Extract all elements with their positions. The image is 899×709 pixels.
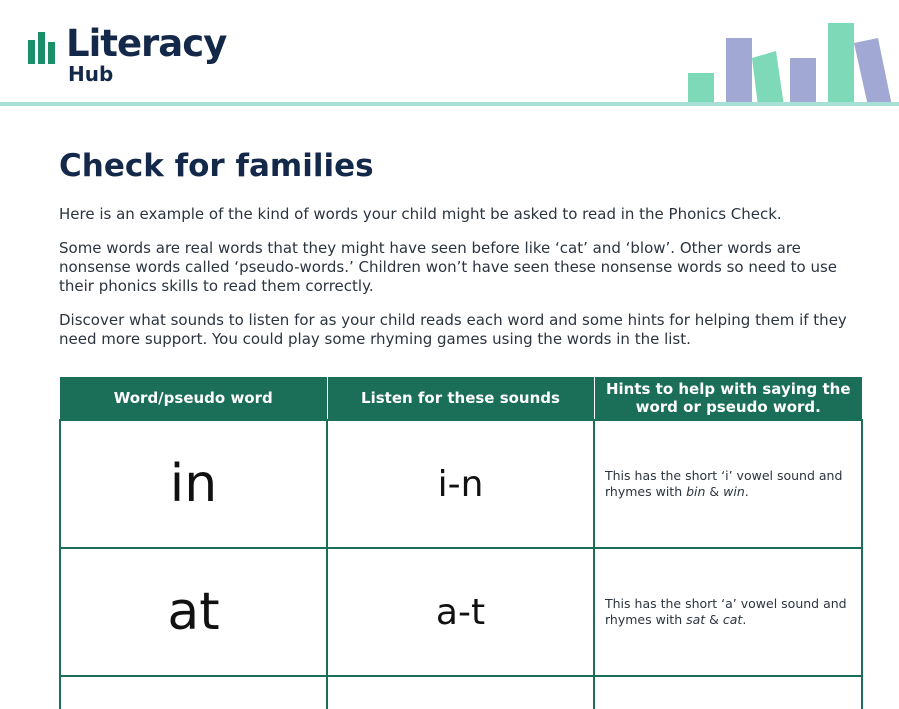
- word-cell: [60, 420, 327, 548]
- logo-wordmark: Literacy: [66, 22, 227, 65]
- header-sounds: Listen for these sounds: [327, 377, 594, 420]
- decorative-bars-icon: [686, 18, 896, 106]
- hint-amp: &: [705, 484, 724, 499]
- empty-cell: [594, 676, 862, 709]
- table-row: [60, 420, 862, 548]
- header-divider: [0, 102, 899, 106]
- page-header: [0, 0, 899, 108]
- discover-paragraph: Discover what sounds to listen for as your child reads each word and some hints for helping them if they need more support. You could play some rhyming games using the words in the list.: [59, 311, 847, 348]
- header-hints: Hints to help with saying the word or pseudo word.: [594, 377, 862, 420]
- table-row: [60, 548, 862, 676]
- rhyme-word: win: [723, 484, 745, 499]
- deco-bar: [790, 58, 816, 106]
- hint-text: This has the short ‘a’ vowel sound and rhymes with: [605, 596, 847, 627]
- deco-bar: [828, 23, 854, 106]
- deco-bar: [854, 38, 892, 106]
- intro-paragraph: Here is an example of the kind of words your child might be asked to read in the Phonics Check.: [59, 205, 782, 223]
- sounds-cell: [327, 548, 594, 676]
- hint-suffix: .: [744, 484, 749, 499]
- sounds-text: a-t: [435, 591, 486, 633]
- hint-amp: &: [705, 612, 723, 627]
- word-cell: [60, 548, 327, 676]
- page-title: Check for families: [59, 148, 374, 184]
- logo-subtitle: Hub: [68, 62, 114, 86]
- deco-bar: [726, 38, 752, 106]
- word-text: at: [167, 582, 220, 642]
- sounds-text: i-n: [437, 463, 484, 505]
- word-text: in: [169, 454, 218, 514]
- pseudo-words-paragraph: Some words are real words that they might have seen before like ‘cat’ and ‘blow’. Other words are nonsense words called ‘pseudo-words.’ Children won’t have seen these nonsense words so need to use their phonics skills to read them correctly.: [59, 239, 838, 295]
- table-header-row: [60, 377, 862, 420]
- empty-cell: [327, 676, 594, 709]
- sounds-cell: [327, 420, 594, 548]
- rhyme-word: bin: [686, 484, 706, 499]
- header-word: Word/pseudo word: [60, 377, 327, 420]
- rhyme-word: cat: [722, 612, 743, 627]
- rhyme-word: sat: [686, 612, 706, 627]
- hint-cell: [594, 420, 862, 548]
- hint-text: This has the short ‘i’ vowel sound and rhymes with: [605, 468, 843, 499]
- deco-bar: [752, 51, 784, 106]
- table-row-partial: [60, 676, 862, 709]
- hint-cell: [594, 548, 862, 676]
- hint-suffix: .: [742, 612, 747, 627]
- phonics-table: [59, 377, 863, 709]
- empty-cell: [60, 676, 327, 709]
- logo-bars-icon: [28, 32, 62, 64]
